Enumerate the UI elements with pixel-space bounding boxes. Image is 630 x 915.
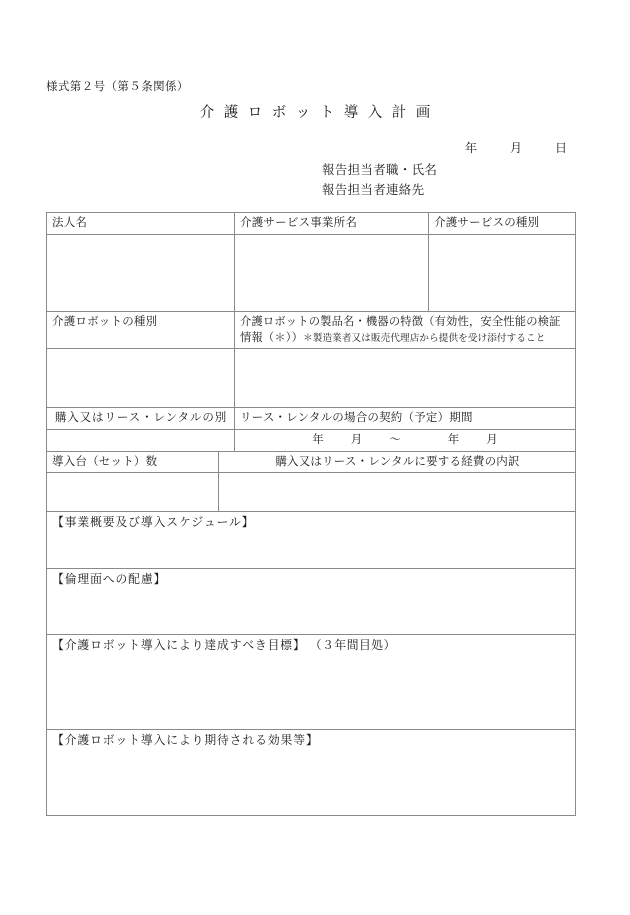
section-effects-body bbox=[47, 730, 575, 751]
section-ethics-heading: 【倫理面への配慮】 bbox=[52, 572, 167, 587]
lease-period-field[interactable] bbox=[235, 430, 576, 452]
table-row-organization-header bbox=[47, 213, 576, 235]
table-row-section-ethics bbox=[47, 569, 576, 635]
reporter-contact-label: 報告担当者連絡先 bbox=[322, 183, 425, 197]
cell-robot-product-note bbox=[235, 311, 576, 349]
section-goals-heading bbox=[52, 637, 571, 654]
robot-product-note-line1: 介護ロボットの製品名・機器の特徴（有効性，安全性能の検証 bbox=[240, 315, 561, 328]
cost-breakdown-value bbox=[219, 473, 575, 477]
robot-product-value bbox=[235, 349, 575, 353]
robot-product-field[interactable] bbox=[235, 349, 576, 408]
section-goals-heading-main: 【介護ロボット導入により達成すべき目標】 bbox=[52, 638, 306, 653]
table-row-acquisition-header bbox=[47, 408, 576, 430]
acquisition-type-value bbox=[47, 430, 234, 434]
section-effects-heading: 【介護ロボット導入により期待される効果等】 bbox=[52, 733, 319, 748]
corporation-name-label: 法人名 bbox=[52, 217, 88, 229]
corporation-name-field[interactable] bbox=[47, 234, 235, 311]
table-row-section-effects bbox=[47, 730, 576, 816]
cell-acquisition-type-label bbox=[47, 408, 235, 430]
table-row-units-input bbox=[47, 473, 576, 512]
service-office-name-label: 介護サービス事業所名 bbox=[240, 217, 358, 229]
service-office-name-value bbox=[235, 235, 428, 239]
form-code-label: 様式第２号（第５条関係） bbox=[46, 81, 189, 93]
robot-product-note-line2 bbox=[240, 330, 571, 346]
reporter-name-label: 報告担当者職・氏名 bbox=[322, 163, 438, 177]
lease-period-month-from: 月 bbox=[350, 434, 364, 447]
plan-table bbox=[46, 212, 576, 816]
unit-count-label: 導入台（セット）数 bbox=[52, 455, 158, 468]
robot-type-label: 介護ロボットの種別 bbox=[52, 315, 158, 328]
section-outline-heading: 【事業概要及び導入スケジュール】 bbox=[52, 515, 255, 530]
robot-type-value bbox=[47, 349, 234, 353]
section-outline[interactable] bbox=[47, 512, 576, 569]
unit-count-value bbox=[47, 473, 218, 477]
service-type-value bbox=[429, 235, 575, 239]
lease-period-year-from: 年 bbox=[312, 434, 325, 447]
acquisition-type-field[interactable] bbox=[47, 430, 235, 452]
cost-breakdown-label: 購入又はリース・レンタルに要する経費の内訳 bbox=[275, 455, 520, 468]
corporation-name-value bbox=[47, 235, 234, 239]
table-row-robot-type-header bbox=[47, 311, 576, 349]
section-effects[interactable] bbox=[47, 730, 576, 816]
cell-corporation-name-label bbox=[47, 213, 235, 235]
section-goals-heading-sub: （３年間目処） bbox=[315, 638, 396, 653]
page-title: 介護ロボット導入計画 bbox=[199, 105, 440, 121]
cell-service-type-label bbox=[429, 213, 576, 235]
section-goals[interactable] bbox=[47, 635, 576, 730]
service-type-label: 介護サービスの種別 bbox=[434, 217, 540, 229]
section-ethics[interactable] bbox=[47, 569, 576, 635]
lease-period-year-to: 年 bbox=[447, 434, 461, 447]
lease-period-range bbox=[235, 430, 575, 451]
table-row-organization-input bbox=[47, 234, 576, 311]
cell-lease-period-label bbox=[235, 408, 576, 430]
cell-service-office-name-label bbox=[235, 213, 429, 235]
acquisition-type-label: 購入又はリース・レンタルの別 bbox=[54, 412, 228, 425]
section-ethics-body bbox=[47, 569, 575, 590]
service-office-name-field[interactable] bbox=[235, 234, 429, 311]
cell-unit-count-label bbox=[47, 451, 219, 473]
cell-cost-breakdown-label bbox=[219, 451, 576, 473]
table-row-section-outline bbox=[47, 512, 576, 569]
table-row-robot-type-input bbox=[47, 349, 576, 408]
table-row-section-goals bbox=[47, 635, 576, 730]
robot-type-field[interactable] bbox=[47, 349, 235, 408]
date-month-label: 月 bbox=[509, 141, 522, 155]
robot-product-note-line2-small: ＊製造業者又は販売代理店から提供を受け添付すること bbox=[303, 333, 546, 345]
date-line bbox=[0, 139, 575, 156]
table-row-units-header bbox=[47, 451, 576, 473]
section-outline-body bbox=[47, 512, 575, 533]
service-type-field[interactable] bbox=[429, 234, 576, 311]
robot-product-note bbox=[235, 312, 575, 349]
date-year-label: 年 bbox=[464, 141, 477, 155]
section-goals-body bbox=[47, 635, 575, 656]
cost-breakdown-field[interactable] bbox=[219, 473, 576, 512]
lease-period-separator: ～ bbox=[389, 434, 402, 447]
unit-count-field[interactable] bbox=[47, 473, 219, 512]
cell-robot-type-label bbox=[47, 311, 235, 349]
date-day-label: 日 bbox=[554, 141, 567, 155]
lease-period-label: リース・レンタルの場合の契約（予定）期間 bbox=[240, 412, 473, 425]
robot-product-note-line2-main: 情報（＊）） bbox=[240, 332, 304, 345]
table-row-acquisition-input bbox=[47, 430, 576, 452]
lease-period-month-to: 月 bbox=[486, 434, 499, 447]
